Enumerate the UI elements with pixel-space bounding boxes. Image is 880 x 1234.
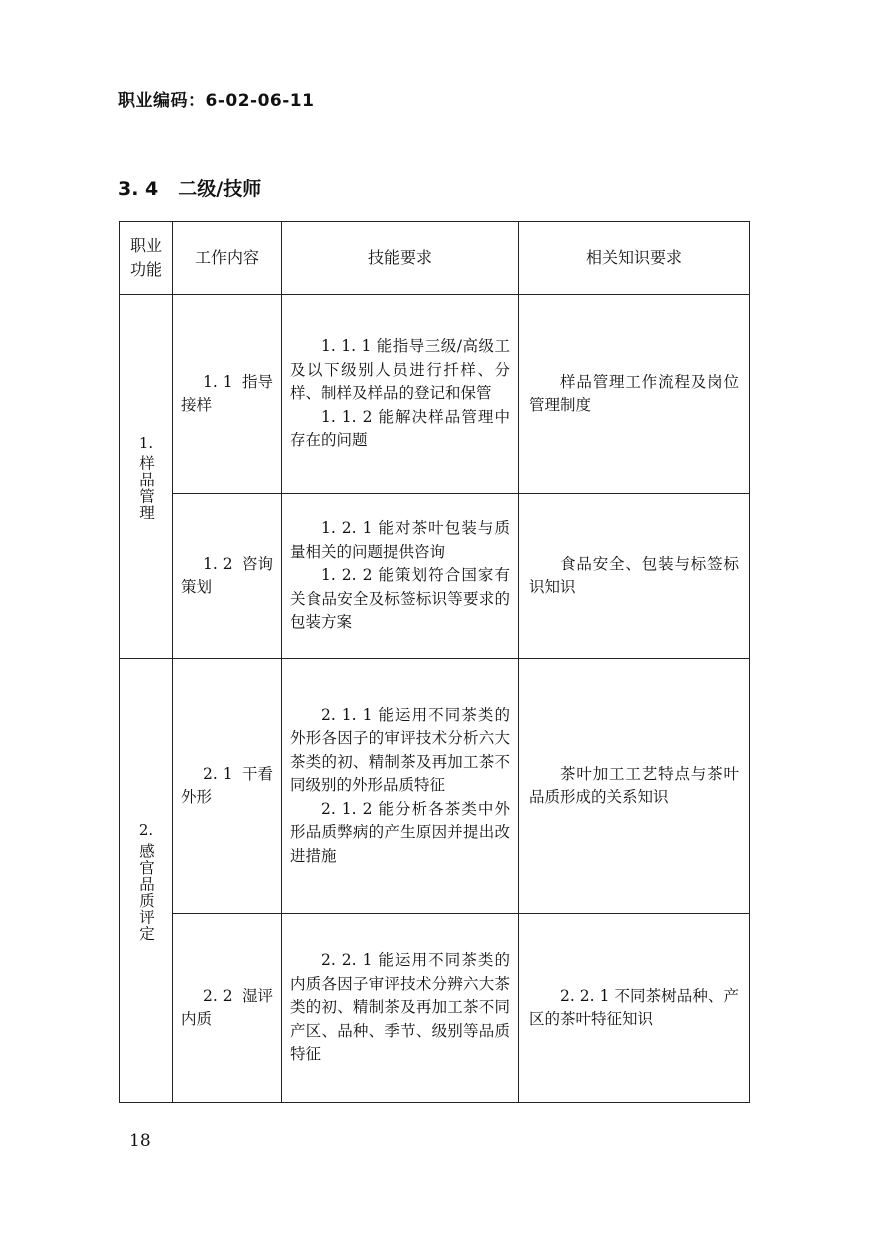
task-name-part1: 湿评 [241,986,273,1005]
task-number: 2. 2 [203,986,233,1005]
function-name: 感官品质评定 [137,842,155,942]
skill-item: 1. 1. 1 能指导三级/高级工及以下级别人员进行扦样、分样、制样及样品的登记和保管 [290,337,510,403]
table-row [120,295,750,494]
header-knowledge: 相关知识要求 [519,222,750,295]
skill-cell [282,295,519,494]
function-number: 1. [138,433,154,452]
occupation-code: 职业编码：6-02-06-11 [118,91,315,111]
task-cell [173,295,282,494]
table-row [120,914,750,1103]
skill-cell [282,494,519,659]
table-row [120,659,750,914]
header-function-label: 职业功能 [129,236,162,279]
task-cell [173,914,282,1103]
skill-item: 1. 1. 2 能解决样品管理中存在的问题 [290,407,510,450]
knowledge-cell [519,659,750,914]
function-cell [120,295,173,659]
skill-item: 1. 2. 1 能对茶叶包装与质量相关的问题提供咨询 [290,519,510,561]
task-name-part2: 内质 [181,1010,213,1028]
skill-item: 2. 1. 2 能分析各茶类中外形品质弊病的产生原因并提出改进措施 [290,799,510,865]
function-name: 样品管理 [137,455,155,522]
skill-item: 2. 1. 1 能运用不同茶类的外形各因子的审评技术分析六大茶类的初、精制茶及再加工茶不同级别的外形品质特征 [290,705,510,795]
skill-item: 2. 2. 1 能运用不同茶类的内质各因子审评技术分辨六大茶类的初、精制茶及再加工茶不同产区、品种、季节、级别等品质特征 [290,951,510,1064]
task-name-part2: 外形 [181,788,213,806]
task-cell [173,659,282,914]
table-row [120,494,750,659]
function-cell [120,659,173,1103]
task-number: 1. 2 [203,554,233,573]
knowledge-text: 样品管理工作流程及岗位管理制度 [529,372,739,414]
knowledge-text: 2. 2. 1 不同茶树品种、产区的茶叶特征知识 [529,986,739,1028]
task-name-part1: 咨询 [241,554,273,573]
task-name-part1: 指导 [241,372,273,391]
header-content: 工作内容 [173,222,282,295]
task-name-part2: 策划 [181,578,213,596]
task-cell [173,494,282,659]
knowledge-text: 茶叶加工工艺特点与茶叶品质形成的关系知识 [529,764,739,806]
knowledge-cell [519,494,750,659]
skill-cell [282,659,519,914]
section-title: 二级/技师 [178,178,262,200]
function-number: 2. [138,821,154,840]
skill-cell [282,914,519,1103]
page-number: 18 [129,1131,151,1151]
section-heading [118,174,261,201]
knowledge-text: 食品安全、包装与标签标识知识 [529,554,739,596]
task-name-part1: 干看 [241,764,273,783]
knowledge-cell [519,295,750,494]
task-number: 2. 1 [203,764,233,783]
task-name-part2: 接样 [181,396,213,414]
table-header-row [120,222,750,295]
requirements-table [119,221,750,1103]
knowledge-cell [519,914,750,1103]
header-function [120,222,173,295]
task-number: 1. 1 [203,372,233,391]
skill-item: 1. 2. 2 能策划符合国家有关食品安全及标签标识等要求的包装方案 [290,566,510,632]
header-skill: 技能要求 [282,222,519,295]
section-number: 3. 4 [118,178,159,200]
